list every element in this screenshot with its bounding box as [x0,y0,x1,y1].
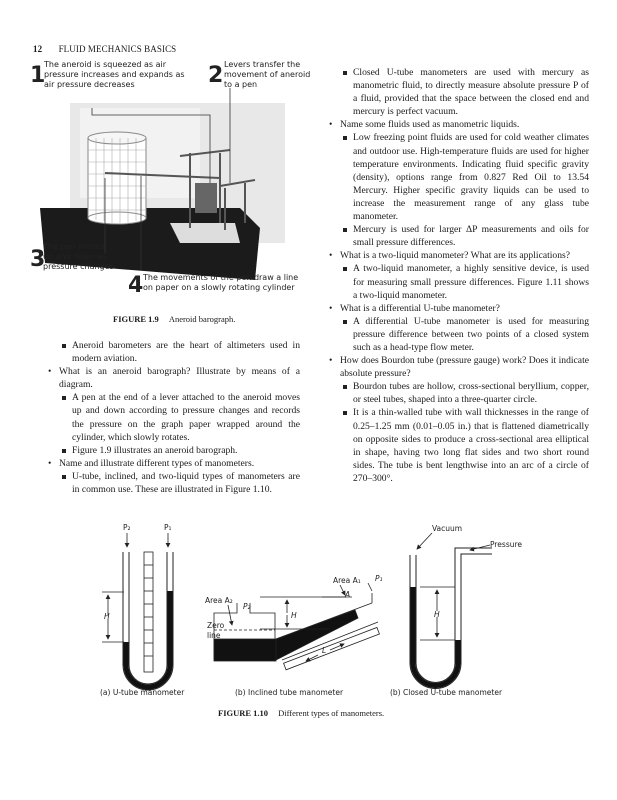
aneroid-barograph-figure [30,58,320,298]
answer-item: Aneroid barometers are the heart of altimeters used in modern aviation. [46,339,300,365]
figure-label: Vacuum [432,524,463,533]
figure-label: P₁ [164,523,172,532]
right-column-text [327,66,589,485]
answer-item: A differential U-tube manometer is used for measuring pressure difference between two points of a closed system such as a head-type flow meter. [327,315,589,354]
figure-label: H [434,610,440,619]
closed-u-tube-manometer [413,533,492,686]
figure-label: The aneroid is squeezed as air [44,60,167,69]
callout-1 [30,60,185,89]
figure-label: The movements of the pen draw a line [143,273,299,282]
figure-label: 2 [208,63,224,88]
figure-label: line [207,631,221,640]
figure-label: Pressure [490,540,523,549]
figure-label: Zero [207,621,225,630]
left-list [46,339,300,496]
figure-1-9-caption [113,314,235,324]
figure-label: pressure increases and expands as [44,70,185,79]
answer-item: Low freezing point fluids are used for cold weather climates and outdoor use. High-temperature fluids are used for higher temperature environments. Indicating fluid specific gravity (density), options range from 0.827 Red Oil to 13.54 Mercury. Higher specific gravity liquids can be used to increase the measurement range of any glass tube manometer. [327,131,589,223]
figure-label: 3 [30,247,46,272]
figure-label: up and down as [43,252,107,261]
manometers-figure [0,515,617,705]
answer-item: It is a thin-walled tube with wall thicknesses in the range of 0.25–1.25 mm (0.01–0.05 in.) that is flattened diametrically on opposite sides to produce a cross-sectional area elliptical in shape, having two long flat sides and two short round sides. The tube is bent lengthwise into an arc of a circle of 270–300°. [327,406,589,485]
drum-cylinder [88,132,146,224]
question-item: • How does Bourdon tube (pressure gauge) work? Does it indicate absolute pressure? [327,354,589,380]
figure-label: 1 [30,63,46,88]
u-tube-manometer [102,533,170,687]
figure-label: L [322,646,327,655]
answer-item: Closed U-tube manometers are used with mercury as manometric fluid, to directly measure absolute pressure P of a fluid, provided that the space between the closed end and mercury is perfect vacuum. [327,66,589,118]
figure-label: P₁ [375,574,383,583]
figure-label: Levers transfer the [224,60,301,69]
figure-label: movement of aneroid [224,70,311,79]
question-item: • Name some fluids used as manometric liquids. [327,118,589,131]
figure-label: 4 [128,273,144,298]
figure-label: P₂ [243,602,251,611]
figure-label: air pressure decreases [44,80,135,89]
answer-item: Bourdon tubes are hollow, cross-sectional beryllium, copper, or steel tubes, shaped into a three-quarter circle. [327,380,589,406]
figure-1-10-caption [218,708,384,718]
figure-label: The pen moves [43,242,105,251]
running-title: FLUID MECHANICS BASICS [58,44,177,54]
figure-label: to a pen [224,80,258,89]
answer-item: U-tube, inclined, and two-liquid types of manometers are in common use. These are illustrated in Figure 1.10. [46,470,300,496]
inclined-caption: (b) Inclined tube manometer [235,688,344,697]
caption-label: FIGURE 1.9 [113,314,159,324]
figure-label: A [345,590,351,599]
question-item: • Name and illustrate different types of manometers. [46,457,300,470]
u-tube-caption: (a) U-tube manometer [100,688,185,697]
answer-item: Mercury is used for larger ΔP measurements and oils for small pressure differences. [327,223,589,249]
callout-2 [208,60,310,89]
inclined-tube-manometer [214,583,379,670]
question-item: • What is an aneroid barograph? Illustrate by means of a diagram. [46,365,300,391]
left-column-text [46,339,300,496]
answer-item: A two-liquid manometer, a highly sensitive device, is used for measuring small pressure differences. Figure 1.11 shows a two-liquid manometer. [327,262,589,301]
caption-label: FIGURE 1.10 [218,708,269,718]
answer-item: Figure 1.9 illustrates an aneroid barograph. [46,444,300,457]
callout-3 [30,242,114,272]
question-item: • What is a differential U-tube manometer? [327,302,589,315]
figure-label: pressure changes [43,262,114,271]
question-item: • What is a two-liquid manometer? What are its applications? [327,249,589,262]
figure-label: on paper on a slowly rotating cylinder [143,283,295,292]
running-header [33,44,176,54]
answer-item: A pen at the end of a lever attached to the aneroid moves up and down according to pressure changes and records the pressure on the graph paper wrapped around the cylinder, which slowly rotates. [46,391,300,443]
right-list [327,66,589,485]
caption-text: Aneroid barograph. [168,314,236,324]
page-number: 12 [33,44,43,54]
figure-label: H [104,612,110,621]
figure-label: P₂ [123,523,131,532]
callout-4 [128,273,298,298]
closed-caption: (b) Closed U-tube manometer [390,688,503,697]
figure-label: H [291,611,297,620]
figure-label: Area A₂ [205,596,233,605]
caption-text: Different types of manometers. [278,708,385,718]
figure-label: Area A₁ [333,576,361,585]
